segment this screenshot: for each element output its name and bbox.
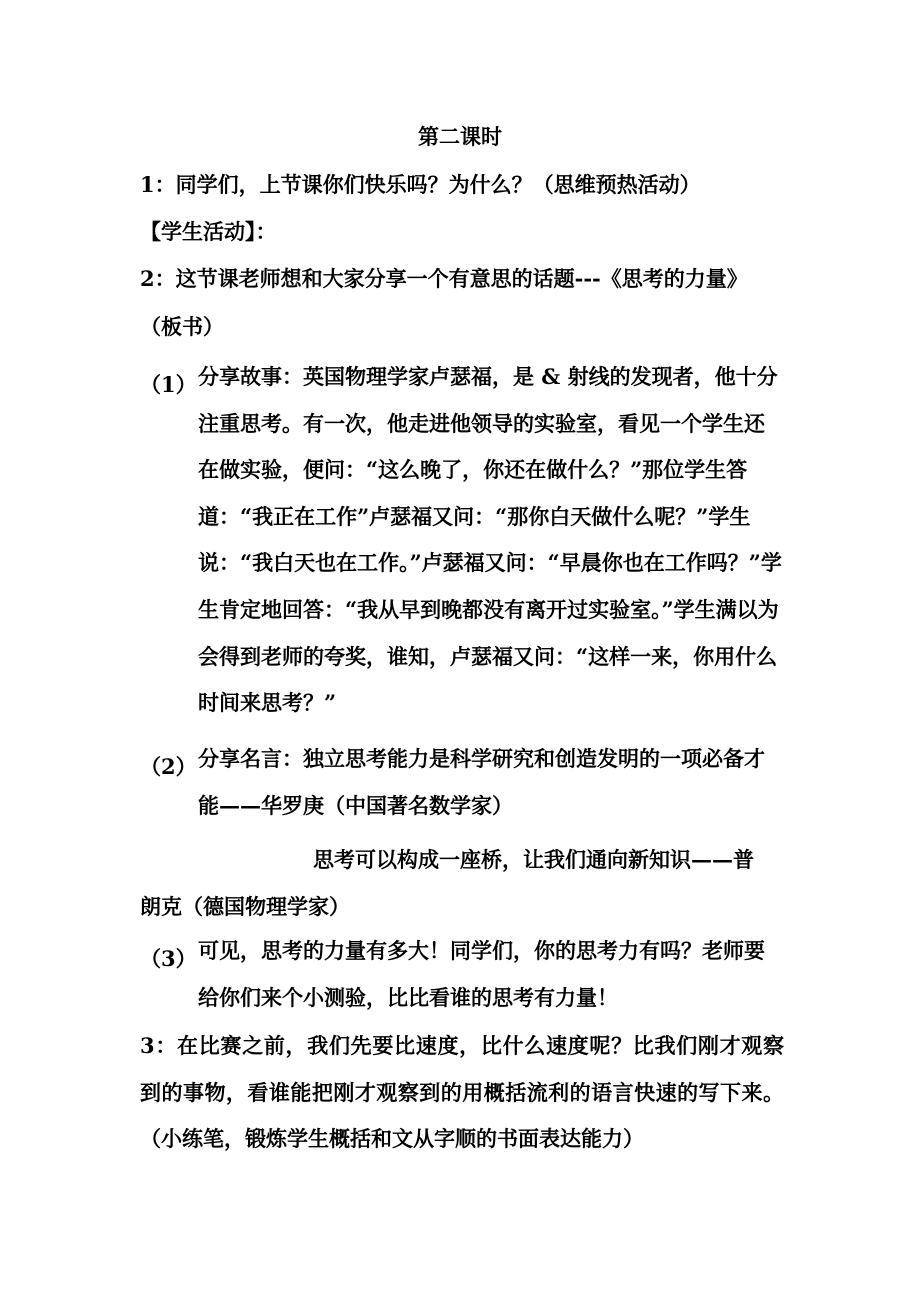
item-2-number: （2） bbox=[140, 754, 197, 779]
quote-2-line-2: 朗克（德国物理学家） bbox=[140, 894, 350, 919]
section-1: 1：同学们，上节课你们快乐吗？为什么？（思维预热活动） bbox=[140, 172, 701, 197]
item-1-story: 分享故事：英国物理学家卢瑟福，是 & 射线的发现者，他十分注重思考。有一次，他走进他领导的实验室，看见一个学生还在做实验，便问：“这么晚了，你还在做什么？”那位学生答道：“我正在工作”卢瑟福又问：“那你白天做什么呢？”学生说：“我白天也在工作。”卢瑟福又问：“早晨你也在工作吗？”学生肯定地回答：“我从早到晚都没有离开过实验室。”学生满以为会得到老师的夸奖，谁知，卢瑟福又问：“这样一来，你用什么时间来思考？” bbox=[198, 364, 782, 716]
lesson-title: 第二课时 bbox=[418, 124, 502, 149]
section-2-line-2: （板书） bbox=[140, 314, 224, 339]
section-2-line-1: 2：这节课老师想和大家分享一个有意思的话题---《思考的力量》 bbox=[140, 266, 748, 291]
item-1-number: （1） bbox=[140, 372, 197, 397]
item-2-quote: 分享名言：独立思考能力是科学研究和创造发明的一项必备才能——华罗庚（中国著名数学家） bbox=[198, 746, 765, 818]
item-3-number: （3） bbox=[140, 946, 197, 971]
quote-2-line-1: 思考可以构成一座桥，让我们通向新知识——普 bbox=[313, 847, 754, 872]
item-3-text: 可见，思考的力量有多大！同学们，你的思考力有吗？老师要给你们来个小测验，比比看谁的思考有力量！ bbox=[198, 938, 765, 1010]
student-activity-label: 【学生活动】： bbox=[140, 219, 277, 244]
section-3: 3：在比赛之前，我们先要比速度，比什么速度呢？比我们刚才观察到的事物，看谁能把刚才观察到的用概括流利的语言快速的写下来。（小练笔，锻炼学生概括和文从字顺的书面表达能力） bbox=[140, 1033, 784, 1152]
